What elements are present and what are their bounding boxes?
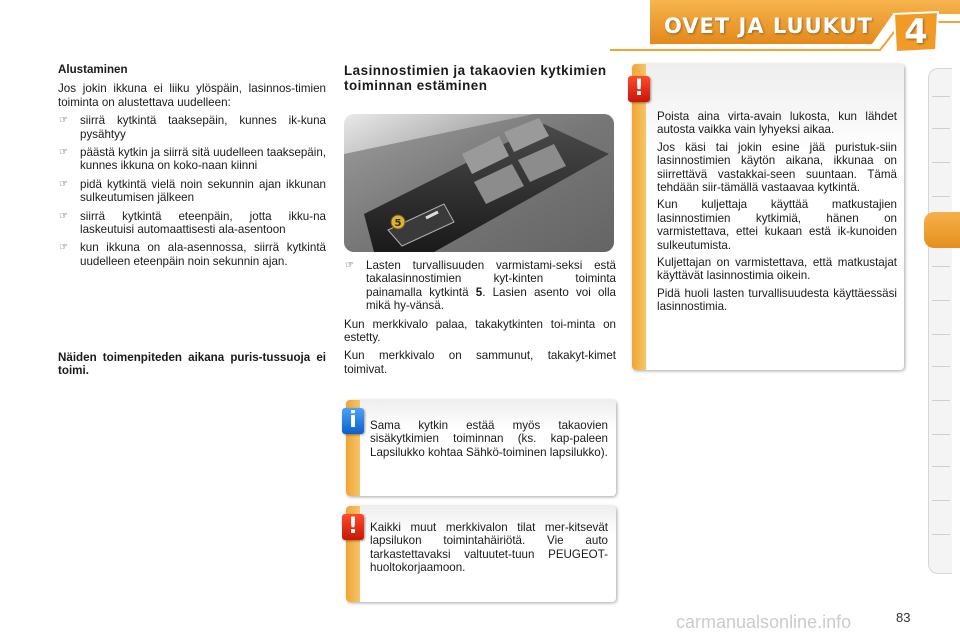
- pointing-hand-icon: ☞: [59, 210, 68, 222]
- list-item: ☞ siirrä kytkintä eteenpäin, jotta ikku-na laskeutuisi automaattisesti ala-asentoon: [59, 209, 326, 237]
- warning-paragraph: Kun kuljettaja käyttää matkustajien lasinnostimien kytkimiä, hänen on varmistettava, ettei kukaan estä ik-kunoiden sulkeutumista.: [657, 198, 897, 252]
- warning-paragraph: Poista aina virta-avain lukosta, kun lähdet autosta vaikka vain lyhyeksi aikaa.: [657, 110, 897, 137]
- warning-icon: !: [628, 76, 650, 102]
- chapter-tab[interactable]: [932, 128, 950, 129]
- warning-paragraph: Pidä huoli lasten turvallisuudesta käyttäessäsi lasinnostimia.: [657, 286, 897, 314]
- pointing-hand-icon: ☞: [59, 242, 68, 254]
- warning-icon: !: [342, 514, 364, 540]
- chapter-tab[interactable]: [932, 466, 950, 467]
- chapter-tab-active[interactable]: [924, 212, 960, 248]
- status-paragraph: Kun merkkivalo palaa, takakytkinten toi-minta on estetty.: [344, 317, 616, 345]
- list-item: ☞ pidä kytkintä vielä noin sekunnin ajan ikkunan sulkeutumisen jälkeen: [59, 177, 326, 205]
- warning-text: Kaikki muut merkkivalon tilat mer-kitsevät lapsilukon toimintahäiriötä. Vie auto tarkastettavaksi valtuutet-tuun PEUGEOT-huoltokorjaamoon.: [370, 521, 608, 575]
- pointing-hand-icon: ☞: [345, 260, 354, 271]
- chapter-tab[interactable]: [932, 96, 950, 97]
- warning-text: [657, 110, 897, 318]
- list-item: ☞ Lasten turvallisuuden varmistami-seksi estä takalasinnostimien kyt-kinten toiminta painamalla kytkintä 5. Lasien asento voi olla mikä hy-vänsä.: [345, 259, 616, 313]
- chapter-tab[interactable]: [932, 162, 950, 163]
- pointing-hand-icon: ☞: [59, 147, 68, 159]
- bold-note: Näiden toimenpiteden aikana puris-tussuoja ei toimi.: [58, 351, 326, 378]
- chapter-tabs: [928, 68, 952, 574]
- section-heading: Alustaminen: [58, 63, 128, 76]
- info-text: Sama kytkin estää myös takaovien sisäkytkimien toiminnan (ks. kap-paleen Lapsilukko kohtaa Sähkö-toiminen lapsilukko).: [370, 419, 608, 459]
- chapter-title: OVET JA LUUKUT: [664, 14, 873, 38]
- pointing-hand-icon: ☞: [59, 178, 68, 190]
- chapter-tab[interactable]: [932, 300, 950, 301]
- warning-paragraph: Jos käsi tai jokin esine jää puristuk-siin lasinnostimien käytön aikana, ikkunaa on siirrettävä vastakkai-seen suuntaan. Tämä tehdään siir-tämällä vastaavaa kytkintä.: [657, 140, 897, 195]
- warning-paragraph: Kuljettajan on varmistettava, että matkustajat käyttävät lasinnostimia oikein.: [657, 256, 897, 283]
- chapter-number: 4: [904, 12, 928, 52]
- list-item: ☞ kun ikkuna on ala-asennossa, siirrä kytkintä uudelleen eteenpäin noin sekunnin ajan.: [59, 241, 326, 268]
- chapter-tab[interactable]: [932, 400, 950, 401]
- chapter-tab[interactable]: [932, 196, 950, 197]
- left-column: [58, 63, 326, 273]
- section-title: Lasinnostimien ja takaovien kytkimien toiminnan estäminen: [344, 63, 607, 93]
- chapter-tab[interactable]: [932, 500, 950, 501]
- intro-paragraph: Jos jokin ikkuna ei liiku ylöspäin, lasinnos-timien toiminta on alustettava uudelleen:: [58, 82, 326, 109]
- window-switch-panel-photo: [344, 114, 614, 252]
- pointing-hand-icon: ☞: [59, 115, 68, 127]
- chapter-tab[interactable]: [932, 334, 950, 335]
- status-paragraph: Kun merkkivalo on sammunut, takakyt-kimet toimivat.: [344, 349, 616, 376]
- info-icon: i: [342, 408, 364, 434]
- list-item: ☞ siirrä kytkintä taaksepäin, kunnes ik-kuna pysähtyy: [59, 114, 326, 141]
- list-item: ☞ päästä kytkin ja siirrä sitä uudelleen taaksepäin, kunnes ikkuna on koko-naan kiinni: [59, 146, 326, 173]
- chapter-tab[interactable]: [932, 366, 950, 367]
- middle-column: [344, 259, 616, 381]
- switch-5-label: 5: [394, 218, 402, 229]
- chapter-tab[interactable]: [932, 534, 950, 535]
- chapter-tab[interactable]: [932, 266, 950, 267]
- watermark: carmanualsonline.info: [676, 612, 852, 632]
- page-number: 83: [896, 610, 911, 625]
- chapter-tab[interactable]: [932, 434, 950, 435]
